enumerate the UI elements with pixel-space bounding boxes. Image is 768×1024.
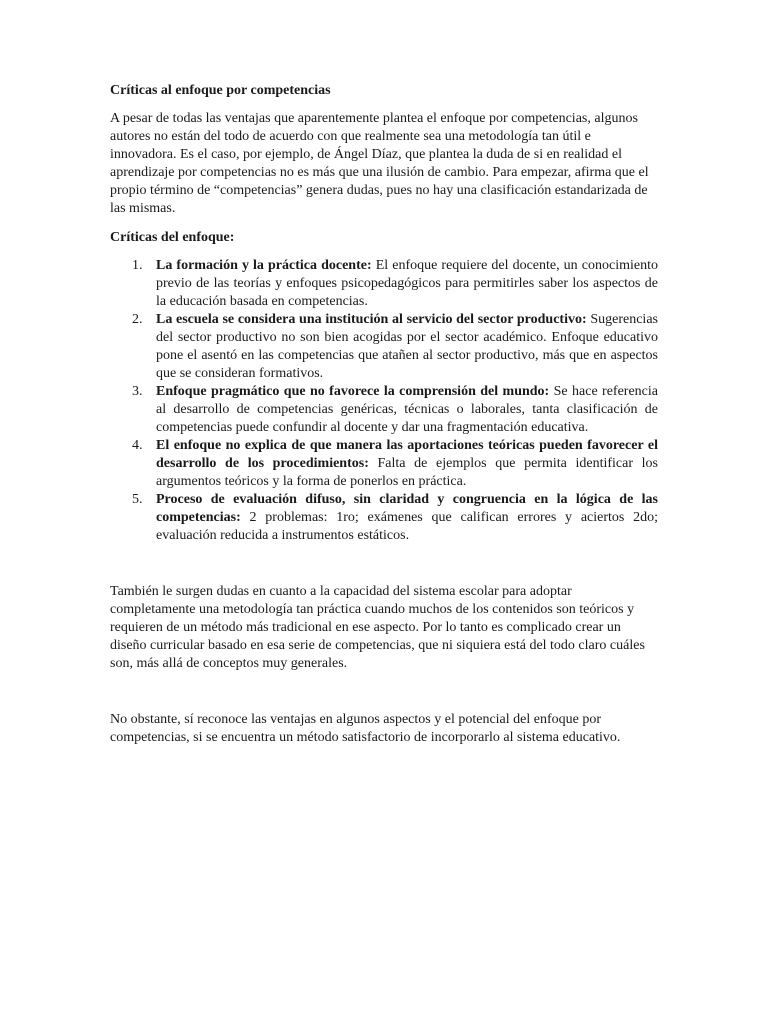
list-item xyxy=(110,383,658,437)
criticism-subheading: Críticas del enfoque: xyxy=(110,230,235,245)
list-item-text: Falta de ejemplos que permita identificar los argumentos teóricos y la forma de ponerlos en práctica. xyxy=(156,456,659,489)
list-item-number: 2. xyxy=(132,312,143,327)
document-page xyxy=(110,82,658,747)
list-item xyxy=(110,257,658,311)
intro-paragraph: A pesar de todas las ventajas que aparentemente plantea el enfoque por competencias, algunos autores no están del todo de acuerdo con que realmente sea una metodología tan útil e innovadora. Es el caso, por ejemplo, de Ángel Díaz, que plantea la duda de si en realidad el aprendizaje por competencias no es más que una ilusión de cambio. Para empezar, afirma que el propio término de “competencias” genera dudas, pues no hay una clasificación estandarizada de las mismas. xyxy=(110,111,649,216)
list-item-text: El enfoque requiere del docente, un conocimiento previo de las teorías y enfoques psicopedagógicos para permitirles saber los aspectos de la educación basada en competencias. xyxy=(156,258,658,309)
list-item-number: 1. xyxy=(132,258,143,273)
body-paragraph-conclusion: No obstante, sí reconoce las ventajas en algunos aspectos y el potencial del enfoque por competencias, si se encuentra un método satisfactorio de incorporarlo al sistema educativo. xyxy=(110,712,621,745)
list-item xyxy=(110,491,658,545)
document-title: Críticas al enfoque por competencias xyxy=(110,83,331,98)
list-item-number: 5. xyxy=(132,492,143,507)
list-item-text: 2 problemas: 1ro; exámenes que califican errores y aciertos 2do; evaluación reducida a instrumentos estáticos. xyxy=(156,510,658,543)
list-item-lead: La escuela se considera una institución al servicio del sector productivo: xyxy=(156,312,587,327)
list-item-text: Sugerencias del sector productivo no son bien acogidas por el sector académico. Enfoque educativo pone el asentó en las competencias que atañen al sector productivo, más que en aspectos que se consideran formativos. xyxy=(156,312,658,381)
list-item-lead: El enfoque no explica de que manera las aportaciones teóricas pueden favorecer el desarrollo de los procedimientos: xyxy=(156,438,658,471)
list-item-text: Se hace referencia al desarrollo de competencias genéricas, técnicas o laborales, tanta clasificación de competencias puede confundir al docente y dar una fragmentación educativa. xyxy=(156,384,658,435)
body-paragraph-doubts: También le surgen dudas en cuanto a la capacidad del sistema escolar para adoptar completamente una metodología tan práctica cuando muchos de los contenidos son teóricos y requieren de un método más tradicional en ese aspecto. Por lo tanto es complicado crear un diseño curricular basado en esa serie de competencias, que ni siquiera está del todo claro cuáles son, más allá de conceptos muy generales. xyxy=(110,584,645,671)
list-item-number: 4. xyxy=(132,438,143,453)
list-item-lead: La formación y la práctica docente: xyxy=(156,258,372,273)
list-item-number: 3. xyxy=(132,384,143,399)
list-item-lead: Proceso de evaluación difuso, sin claridad y congruencia en la lógica de las competencias: xyxy=(156,492,658,525)
list-item xyxy=(110,311,658,383)
criticism-list xyxy=(110,257,658,545)
list-item xyxy=(110,437,658,491)
list-item-lead: Enfoque pragmático que no favorece la comprensión del mundo: xyxy=(156,384,550,399)
